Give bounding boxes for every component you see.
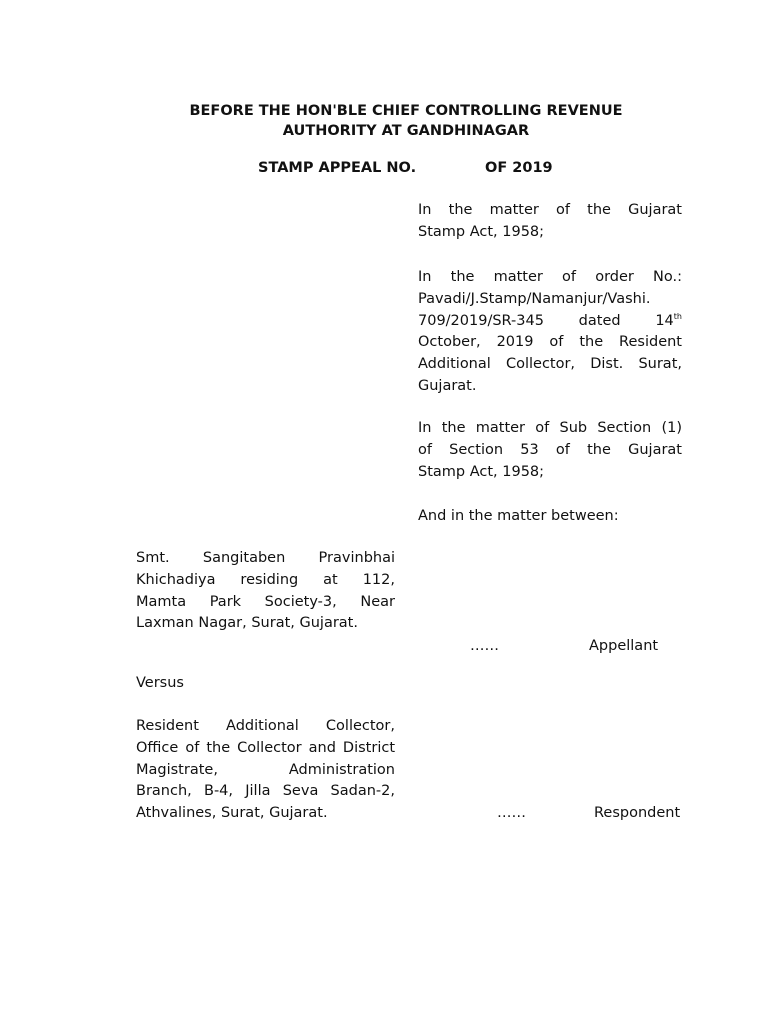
text-line: And in the matter between: [418, 508, 619, 524]
text-line: Stamp Act, 1958; [418, 463, 545, 480]
text-line: Resident Additional Collector, [136, 718, 395, 734]
respondent-label: Respondent [594, 805, 681, 821]
order-ref-text: 709/2019/SR-345 dated 14 [418, 312, 674, 329]
text-line: Versus [136, 675, 184, 691]
appeal-year-label: OF 2019 [485, 160, 553, 176]
respondent-details [136, 716, 395, 825]
text-line: Khichadiya residing at 112, [136, 571, 395, 588]
text-line: In the matter of Sub Section (1) [418, 420, 682, 436]
text-line: Mamta Park Society-3, Near [136, 593, 395, 610]
matter-between [418, 506, 682, 528]
appellant-label: Appellant [589, 638, 659, 654]
document-heading-line-1: BEFORE THE HON'BLE CHIEF CONTROLLING REVENUE [189, 103, 623, 119]
matter-gujarat-stamp-act [418, 200, 682, 244]
document-heading-line-2: AUTHORITY AT GANDHINAGAR [282, 123, 530, 139]
text-line: Magistrate, Administration [136, 761, 395, 778]
appeal-number-label: STAMP APPEAL NO. [258, 160, 417, 176]
matter-order-number [418, 267, 682, 398]
text-line: Branch, B-4, Jilla Seva Sadan-2, [136, 783, 395, 800]
text-line: In the matter of order No.: [418, 269, 682, 285]
respondent-dots: …… [497, 805, 526, 821]
versus-label [136, 673, 395, 695]
text-line: Gujarat. [418, 377, 477, 394]
text-line: In the matter of the Gujarat [418, 202, 682, 218]
text-line: October, 2019 of the Resident [418, 334, 682, 351]
text-line: Stamp Act, 1958; [418, 223, 545, 240]
ordinal-suffix: th [673, 311, 682, 321]
text-line: Athvalines, Surat, Gujarat. [136, 805, 328, 822]
matter-sub-section [418, 418, 682, 483]
appellant-details [136, 548, 395, 635]
appellant-dots: …… [470, 638, 499, 654]
text-line: of Section 53 of the Gujarat [418, 441, 682, 458]
text-line: Additional Collector, Dist. Surat, [418, 356, 682, 373]
text-line: Laxman Nagar, Surat, Gujarat. [136, 615, 358, 632]
text-line: Smt. Sangitaben Pravinbhai [136, 550, 395, 566]
text-line: Pavadi/J.Stamp/Namanjur/Vashi. [418, 290, 651, 307]
text-line: Office of the Collector and District [136, 739, 395, 756]
text-line [418, 311, 682, 333]
